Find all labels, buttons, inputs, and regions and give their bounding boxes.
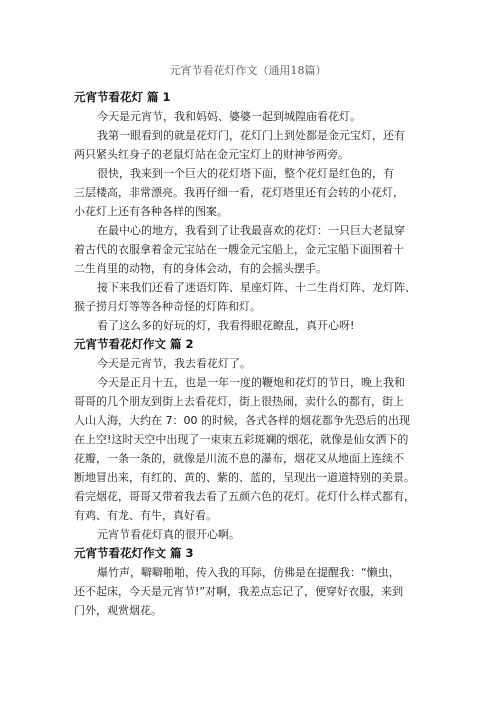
text-line: 很快，我来到一个巨大的花灯塔下面，整个花灯是红色的，有 [97, 167, 394, 180]
section-heading: 元宵节看花灯作文 篇 3 [74, 546, 194, 560]
paragraph [74, 373, 454, 525]
paragraph [74, 563, 454, 620]
paragraph [74, 316, 454, 335]
text-line: 哥哥的几个朋友到街上去看花灯，街上很热闹，卖什么的都有，街上 [74, 395, 404, 408]
text-line: 今天是正月十五，也是一年一度的鞭炮和花灯的节日，晚上我和 [97, 376, 405, 389]
text-line: 元宵节看花灯真的很开心啊。 [97, 528, 240, 541]
paragraph [74, 278, 454, 316]
text-line: 断地冒出来，有红的、黄的、紫的、蓝的，呈现出一道道特别的美景。 [74, 471, 415, 484]
section-heading: 元宵节看花灯 篇 1 [74, 90, 171, 104]
document-body [74, 88, 454, 620]
text-line: 花瓣，一条一条的，就像是川流不息的瀑布，烟花又从地面上连续不 [74, 452, 404, 465]
text-line: 有鸡、有龙、有牛，真好看。 [74, 509, 217, 522]
document-title: 元宵节看花灯作文（通用18篇） [169, 64, 327, 77]
paragraph [74, 354, 454, 373]
text-line: 爆竹声，噼噼啪啪，传入我的耳际，仿佛是在提醒我：“懒虫， [97, 566, 400, 579]
text-line: 今天是元宵节，我和妈妈、婆婆一起到城隍庙看花灯。 [97, 110, 361, 123]
paragraph [74, 525, 454, 544]
text-line: 今天是元宵节，我去看花灯了。 [97, 357, 251, 370]
text-line: 还不起床，今天是元宵节!”对啊，我差点忘记了，便穿好衣服，来到 [74, 585, 404, 598]
text-line: 猴子捞月灯等等各种奇怪的灯阵和灯。 [74, 300, 261, 313]
text-line: 在上空!这时天空中出现了一束束五彩斑斓的烟花，就像是仙女洒下的 [74, 433, 409, 446]
paragraph [74, 107, 454, 126]
text-line: 两只紧头红身子的老鼠灯站在金元宝灯上的财神爷两旁。 [74, 148, 349, 161]
section-heading: 元宵节看花灯作文 篇 2 [74, 337, 194, 351]
text-line: 人山人海，大约在 7：00 的时候，各式各样的烟花都争先恐后的出现 [74, 414, 410, 427]
text-line: 着古代的衣服拿着金元宝站在一艘金元宝船上，金元宝船下面围着十 [74, 243, 404, 256]
text-line: 三层楼高，非常漂亮。我再仔细一看，花灯塔里还有会转的小花灯， [74, 186, 404, 199]
text-line: 门外，观赏烟花。 [74, 604, 162, 617]
paragraph [74, 221, 454, 278]
text-line: 接下来我们还看了迷语灯阵、星座灯阵、十二生肖灯阵、龙灯阵、 [97, 281, 416, 294]
text-line: 二生肖里的动物，有的身体会动，有的会摇头摆手。 [74, 262, 327, 275]
paragraph [74, 126, 454, 164]
paragraph [74, 164, 454, 221]
text-line: 小花灯上还有各种各样的图案。 [74, 205, 228, 218]
text-line: 看了这么多的好玩的灯，我看得眼花瞭乱，真开心呀! [97, 319, 355, 332]
text-line: 在最中心的地方，我看到了让我最喜欢的花灯：一只巨大老鼠穿 [97, 224, 405, 237]
text-line: 我第一眼看到的就是花灯门，花灯门上到处都是金元宝灯，还有 [97, 129, 405, 142]
text-line: 看完烟花，哥哥又带着我去看了五颜六色的花灯。花灯什么样式都有， [74, 490, 415, 503]
